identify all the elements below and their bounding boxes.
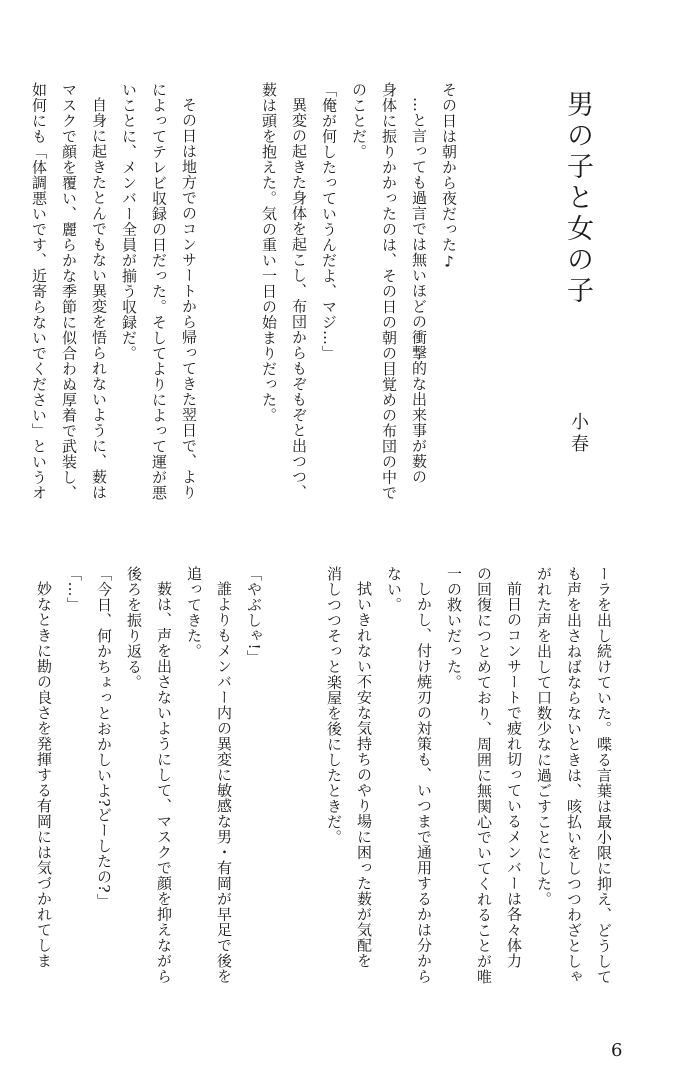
text-column: 消しつつそっと楽屋を後にしたときだ。 <box>325 566 343 845</box>
text-column: 「俺が何したっていうんだよ、マジ…」 <box>320 82 338 361</box>
text-column: ない。 <box>385 566 403 613</box>
text-column: 追ってきた。 <box>185 566 203 659</box>
text-column: 薮は頭を抱えた。気の重い一日の始まりだった。 <box>260 82 278 423</box>
text-column: 妙なときに勘の良さを発揮する有岡には気づかれてしま <box>35 581 53 969</box>
text-column: 前日のコンサートで疲れ切っているメンバーは各々体力 <box>505 581 523 969</box>
story-title: 男の子と女の子 <box>562 90 593 307</box>
text-column: 「…」 <box>65 566 83 613</box>
text-column: 如何にも「体調悪いです、近寄らないでください」というオ <box>30 82 48 501</box>
text-column: その日は地方でのコンサートから帰ってきた翌日で、より <box>180 97 198 500</box>
text-column: しかし、付け焼刃の対策も、いつまで通用するかは分から <box>415 581 433 984</box>
page-number: 6 <box>611 1040 623 1061</box>
text-column: によってテレビ収録の日だった。そしてよりによって運が悪 <box>150 82 168 501</box>
text-column: がれた声を出して口数少なに過ごすことにした。 <box>535 566 553 907</box>
text-column: の回復につとめており、周囲に無関心でいてくれることが唯 <box>475 566 493 985</box>
text-column: …と言っても過言では無いほどの衝撃的な出来事が薮の <box>410 97 428 485</box>
text-column: 一の救いだった。 <box>445 566 463 690</box>
text-column: 薮は、声を出さないようにして、マスクで顔を抑えながら <box>155 581 173 984</box>
text-column: ーラを出し続けていた。喋る言葉は最小限に抑え、どうして <box>595 566 613 985</box>
text-column: 自身に起きたとんでもない異変を悟られないように、薮は <box>90 97 108 500</box>
text-column: 異変の起きた身体を起こし、布団からもぞもぞと出つつ、 <box>290 97 308 500</box>
text-column: 後ろを振り返る。 <box>125 566 143 690</box>
author-name: 小春 <box>568 412 589 456</box>
text-column: も声を出さねばならないときは、咳払いをしつつわざとしゃ <box>565 566 583 985</box>
text-column: 誰よりもメンバー内の異変に敏感な男・有岡が早足で後を <box>215 581 233 984</box>
text-column: 拭いきれない不安な気持ちのやり場に困った薮が気配を <box>355 581 373 969</box>
text-column: のことだ。 <box>350 82 368 160</box>
text-column: 「やぶしゃ!」 <box>245 566 263 666</box>
text-column: 「今日、何かちょっとおかしいよ?どーしたの?」 <box>95 566 113 909</box>
text-column: 身体に振りかかったのは、その日の朝の目覚めの布団の中で <box>380 82 398 501</box>
text-column: マスクで顔を覆い、麗らかな季節に似合わぬ厚着で武装し、 <box>60 82 78 501</box>
text-column: その日は朝から夜だった♪ <box>440 82 458 271</box>
text-column: いことに、メンバー全員が揃う収録だ。 <box>120 82 138 361</box>
